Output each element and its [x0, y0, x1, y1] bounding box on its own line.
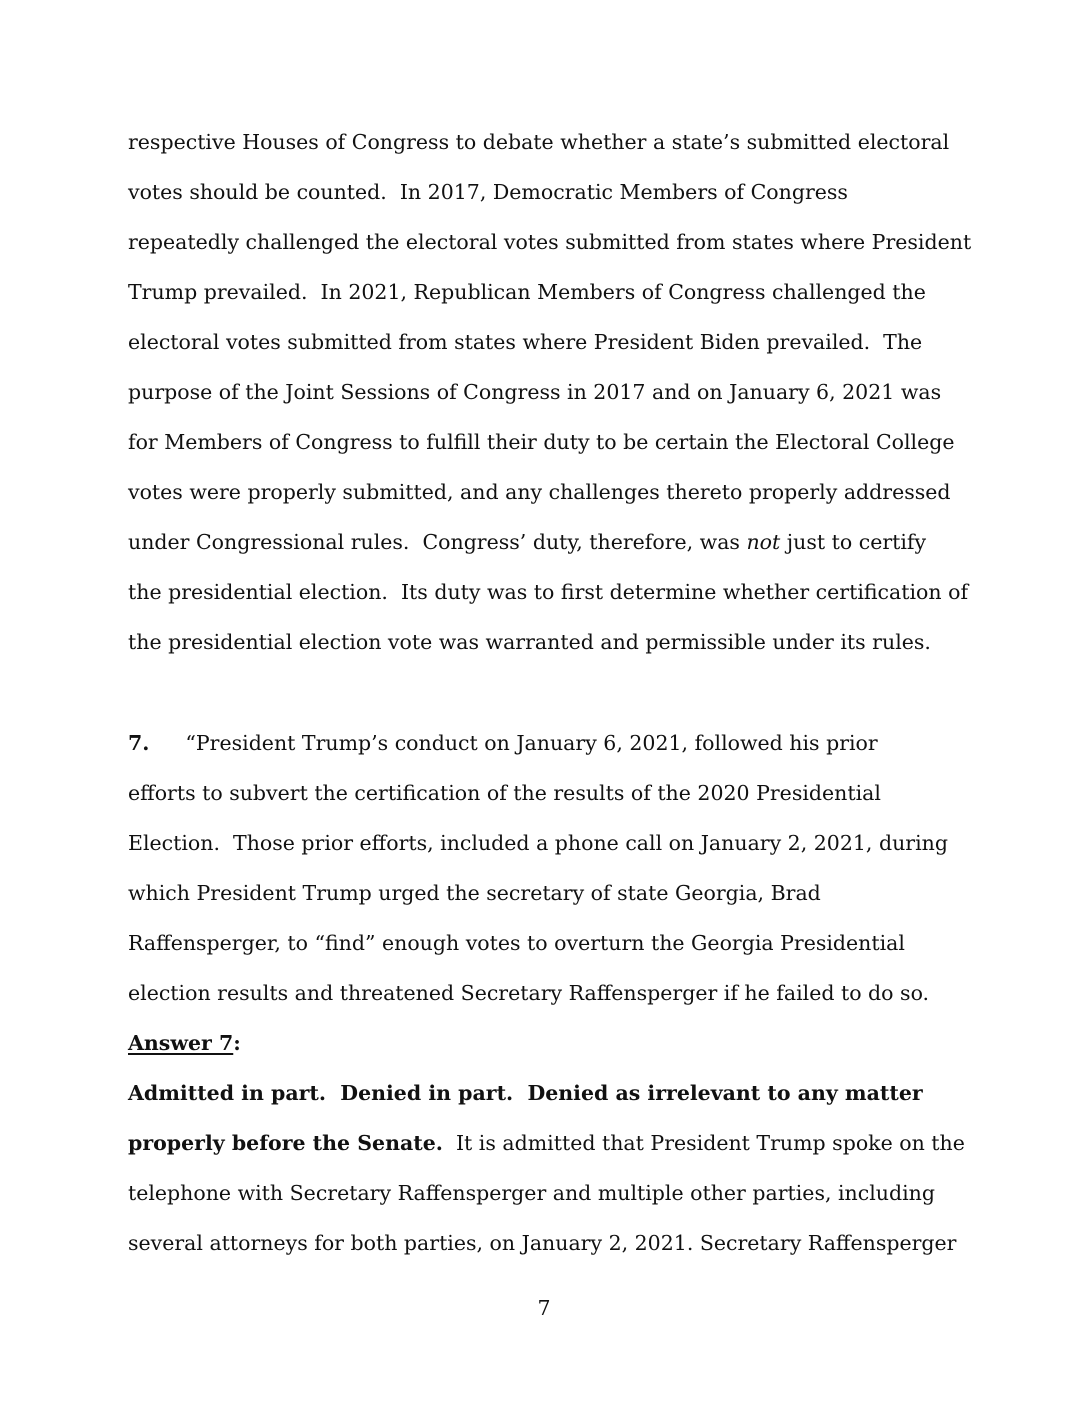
answer-line-4: several attorneys for both parties, on January 2, 2021. Secretary Raffensperger [128, 1231, 957, 1255]
paragraph-number: 7. [128, 731, 150, 755]
answer-line-3: telephone with Secretary Raffensperger and multiple other parties, including [128, 1181, 935, 1205]
answer-heading-label: Answer 7 [128, 1031, 234, 1055]
intro-line-8: votes were properly submitted, and any challenges thereto properly addressed [128, 480, 951, 504]
intro-line-9-after: just to certify [780, 530, 927, 554]
answer-line-2-rest: It is admitted that President Trump spoke on the [442, 1131, 965, 1155]
answer-bold-line-2: properly before the Senate. [128, 1131, 443, 1155]
paragraph-7-line-3: Election. Those prior efforts, included a phone call on January 2, 2021, during [128, 831, 948, 855]
intro-line-7: for Members of Congress to fulfill their duty to be certain the Electoral College [128, 430, 955, 454]
paragraph-7-first-line [128, 729, 878, 757]
paragraph-7-line-4: which President Trump urged the secretary of state Georgia, Brad [128, 881, 821, 905]
intro-line-9 [128, 528, 926, 556]
intro-line-5: electoral votes submitted from states where President Biden prevailed. The [128, 330, 923, 354]
intro-line-3: repeatedly challenged the electoral votes submitted from states where President [128, 230, 972, 254]
answer-heading-colon: : [233, 1031, 241, 1055]
answer-heading [128, 1029, 241, 1057]
page-number: 7 [537, 1296, 551, 1320]
intro-line-9-emphasis: not [746, 530, 781, 554]
intro-line-1: respective Houses of Congress to debate whether a state’s submitted electoral [128, 130, 950, 154]
intro-line-11: the presidential election vote was warranted and permissible under its rules. [128, 630, 931, 654]
paragraph-7-line-6: election results and threatened Secretary Raffensperger if he failed to do so. [128, 981, 930, 1005]
answer-line-2 [128, 1129, 965, 1157]
paragraph-7-quote-start: “President Trump’s conduct on January 6, 2021, followed his prior [185, 731, 878, 755]
paragraph-7-line-2: efforts to subvert the certification of the results of the 2020 Presidential [128, 781, 881, 805]
intro-line-2: votes should be counted. In 2017, Democratic Members of Congress [128, 180, 848, 204]
paragraph-7-line-5: Raffensperger, to “find” enough votes to overturn the Georgia Presidential [128, 931, 905, 955]
intro-line-10: the presidential election. Its duty was to first determine whether certification of [128, 580, 969, 604]
intro-line-9-before: under Congressional rules. Congress’ duty, therefore, was [128, 530, 747, 554]
answer-bold-line-1: Admitted in part. Denied in part. Denied as irrelevant to any matter [128, 1081, 923, 1105]
intro-line-4: Trump prevailed. In 2021, Republican Members of Congress challenged the [128, 280, 926, 304]
intro-line-6: purpose of the Joint Sessions of Congress in 2017 and on January 6, 2021 was [128, 380, 942, 404]
